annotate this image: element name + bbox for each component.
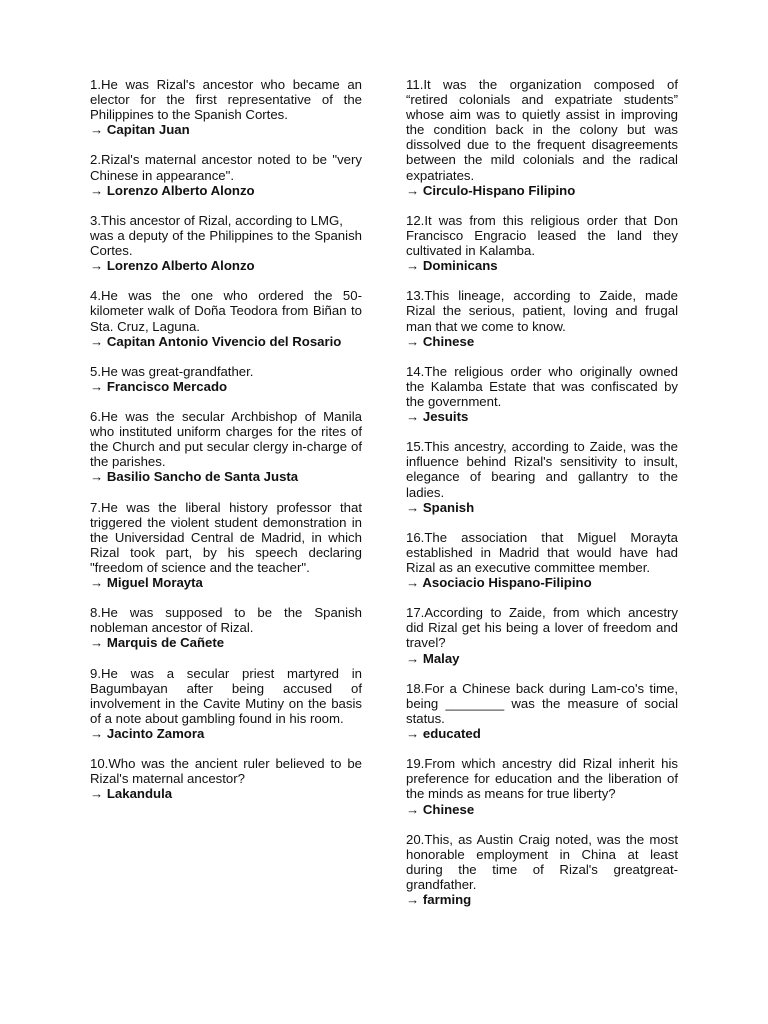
answer-text: Chinese	[422, 333, 475, 349]
arrow-icon: →	[90, 786, 104, 802]
answer-line	[406, 334, 678, 349]
question-item	[90, 500, 362, 591]
question-item	[406, 439, 678, 514]
answer-text: Capitan Juan	[106, 122, 190, 138]
arrow-icon: →	[406, 726, 420, 742]
answer-line	[90, 334, 362, 349]
question-text: 7.He was the liberal history professor that triggered the violent student demonstration in the Universidad Central de Madrid, in which Rizal took part, by his speech declaring "freedom of science and the teacher".	[90, 499, 362, 575]
answer-text: Marquis de Cañete	[106, 635, 225, 651]
question-item	[90, 756, 362, 801]
question-item	[406, 605, 678, 665]
arrow-icon: →	[406, 801, 420, 817]
question-item	[90, 409, 362, 484]
answer-text: Dominicans	[422, 258, 498, 274]
answer-line	[90, 575, 362, 590]
right-column	[406, 77, 678, 922]
arrow-icon: →	[90, 469, 104, 485]
question-item	[406, 213, 678, 273]
question-item	[90, 77, 362, 137]
question-text: 14.The religious order who originally owned the Kalamba Estate that was confiscated by the government.	[406, 363, 678, 409]
question-text: 16.The association that Miguel Morayta established in Madrid that would have had Rizal as an executive committee member.	[406, 529, 678, 575]
answer-text: Chinese	[422, 801, 475, 817]
question-item	[406, 681, 678, 741]
answer-line	[90, 726, 362, 741]
question-text: 12.It was from this religious order that Don Francisco Engracio leased the land they cultivated in Kalamba.	[406, 212, 678, 259]
answer-text: Spanish	[422, 499, 475, 515]
arrow-icon: →	[406, 575, 420, 591]
answer-line	[406, 575, 678, 590]
answer-text: Lorenzo Alberto Alonzo	[106, 182, 255, 198]
answer-text: Circulo-Hispano Filipino	[422, 182, 576, 198]
arrow-icon: →	[406, 182, 420, 198]
arrow-icon: →	[406, 333, 420, 349]
question-item	[406, 756, 678, 816]
answer-text: Jesuits	[422, 409, 469, 425]
question-text: 4.He was the one who ordered the 50-kilometer walk of Doña Teodora from Biñan to Sta. Cruz, Laguna.	[90, 288, 362, 334]
arrow-icon: →	[90, 575, 104, 591]
answer-line	[90, 786, 362, 801]
question-text: 19.From which ancestry did Rizal inherit his preference for education and the liberation of the minds as means for true liberty?	[406, 756, 678, 802]
question-text: 2.Rizal's maternal ancestor noted to be "very Chinese in appearance".	[90, 152, 362, 183]
answer-text: Jacinto Zamora	[106, 726, 205, 742]
answer-line	[90, 469, 362, 484]
arrow-icon: →	[406, 499, 420, 515]
question-item	[90, 666, 362, 741]
question-text: 15.This ancestry, according to Zaide, was the influence behind Rizal's sensitivity to insult, elegance of bearing and gallantry to the ladies.	[406, 439, 678, 500]
answer-line	[90, 635, 362, 650]
question-text: 8.He was supposed to be the Spanish nobleman ancestor of Rizal.	[90, 605, 362, 636]
question-text: 13.This lineage, according to Zaide, made Rizal the serious, patient, loving and frugal man that we come to know.	[406, 288, 678, 334]
arrow-icon: →	[90, 378, 104, 394]
answer-text: educated	[422, 726, 481, 742]
answer-text: farming	[422, 892, 472, 908]
question-item	[90, 152, 362, 197]
left-column	[90, 77, 362, 817]
question-text: 11.It was the organization composed of “retired colonials and expatriate students” whose aim was to quietly assist in improving the condition back in the colony but was dissolved due to the frequent disagreements between the mild colonials and the radical expatriates.	[406, 77, 678, 183]
question-text: 10.Who was the ancient ruler believed to be Rizal's maternal ancestor?	[90, 756, 362, 787]
question-item	[406, 288, 678, 348]
answer-line	[406, 183, 678, 198]
question-item	[90, 364, 362, 394]
arrow-icon: →	[90, 122, 104, 138]
arrow-icon: →	[90, 333, 104, 349]
answer-line	[406, 726, 678, 741]
arrow-icon: →	[406, 650, 420, 666]
arrow-icon: →	[90, 726, 104, 742]
answer-line	[406, 500, 678, 515]
question-item	[90, 288, 362, 348]
question-text: 17.According to Zaide, from which ancestry did Rizal get his being a lover of freedom and travel?	[406, 605, 678, 651]
question-text: 3.This ancestor of Rizal, according to LMG, was a deputy of the Philippines to the Spanish Cortes.	[90, 212, 362, 259]
answer-line	[90, 379, 362, 394]
answer-text: Capitan Antonio Vivencio del Rosario	[106, 333, 342, 349]
question-text: 18.For a Chinese back during Lam-co's time, being ________ was the measure of social status.	[406, 680, 678, 726]
answer-text: Lakandula	[106, 786, 173, 802]
question-text: 9.He was a secular priest martyred in Bagumbayan after being accused of involvement in the Cavite Mutiny on the basis of a note about gambling found in his room.	[90, 665, 362, 726]
answer-line	[406, 892, 678, 907]
answer-text: Lorenzo Alberto Alonzo	[106, 258, 255, 274]
arrow-icon: →	[406, 258, 420, 274]
arrow-icon: →	[406, 892, 420, 908]
question-text: 20.This, as Austin Craig noted, was the most honorable employment in China at least during the time of Rizal's greatgreat-grandfather.	[406, 831, 678, 892]
answer-line	[90, 258, 362, 273]
question-item	[406, 530, 678, 590]
question-item	[406, 832, 678, 907]
answer-line	[406, 409, 678, 424]
answer-line	[406, 651, 678, 666]
question-text: 6.He was the secular Archbishop of Manila who instituted uniform charges for the rites of the Church and put secular clergy in-charge of the parishes.	[90, 409, 362, 470]
answer-line	[406, 258, 678, 273]
answer-line	[406, 802, 678, 817]
answer-text: Asociacio Hispano-Filipino	[422, 575, 592, 591]
arrow-icon: →	[90, 635, 104, 651]
arrow-icon: →	[90, 182, 104, 198]
answer-text: Francisco Mercado	[106, 378, 228, 394]
question-item	[90, 213, 362, 273]
answer-line	[90, 183, 362, 198]
answer-text: Basilio Sancho de Santa Justa	[106, 469, 299, 485]
arrow-icon: →	[90, 258, 104, 274]
question-text: 5.He was great-grandfather.	[90, 363, 254, 379]
answer-line	[90, 122, 362, 137]
answer-text: Miguel Morayta	[106, 575, 203, 591]
question-text: 1.He was Rizal's ancestor who became an elector for the first representative of the Philippines to the Spanish Cortes.	[90, 77, 362, 123]
answer-text: Malay	[422, 650, 460, 666]
question-item	[90, 605, 362, 650]
question-item	[406, 364, 678, 424]
question-item	[406, 77, 678, 198]
arrow-icon: →	[406, 409, 420, 425]
